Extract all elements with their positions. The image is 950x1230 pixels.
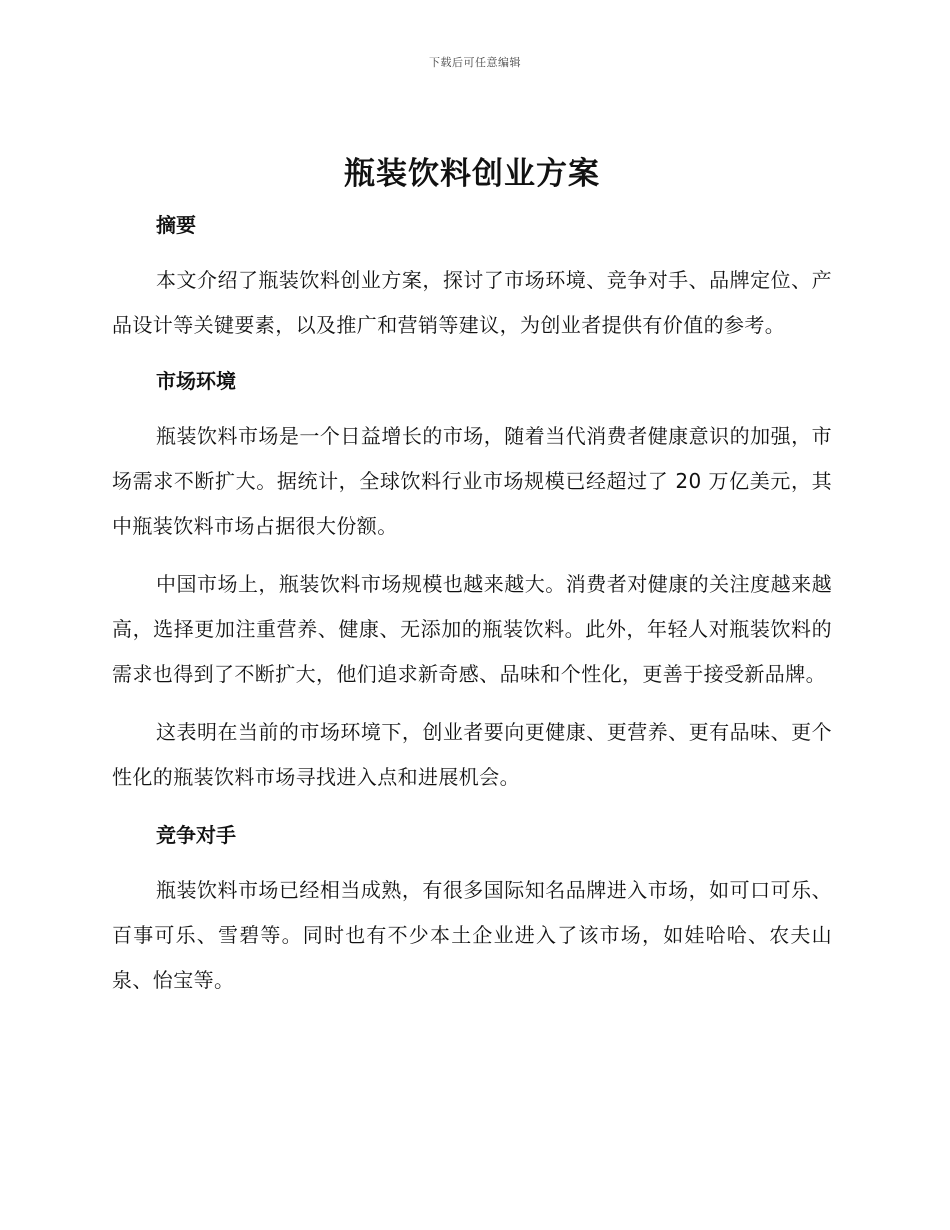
section-heading-abstract: 摘要	[156, 213, 196, 237]
document-body	[112, 146, 832, 1003]
paragraph-market-environment-3: 这表明在当前的市场环境下，创业者要向更健康、更营养、更有品味、更个性化的瓶装饮料市场寻找进入点和进展机会。	[112, 720, 832, 789]
paragraph-market-environment-2: 中国市场上，瓶装饮料市场规模也越来越大。消费者对健康的关注度越来越高，选择更加注重营养、健康、无添加的瓶装饮料。此外，年轻人对瓶装饮料的需求也得到了不断扩大，他们追求新奇感、品味和个性化，更善于接受新品牌。	[112, 572, 832, 686]
section-heading-competitors: 竞争对手	[156, 823, 236, 847]
section-heading-market-environment: 市场环境	[156, 369, 236, 393]
page-header-note: 下载后可任意编辑	[429, 56, 521, 69]
paragraph-competitors-1: 瓶装饮料市场已经相当成熟，有很多国际知名品牌进入市场，如可口可乐、百事可乐、雪碧等。同时也有不少本土企业进入了该市场，如娃哈哈、农夫山泉、怡宝等。	[112, 878, 832, 992]
document-title: 瓶装饮料创业方案	[344, 156, 600, 192]
paragraph-abstract: 本文介绍了瓶装饮料创业方案，探讨了市场环境、竞争对手、品牌定位、产品设计等关键要素，以及推广和营销等建议，为创业者提供有价值的参考。	[112, 268, 832, 337]
paragraph-market-environment-1: 瓶装饮料市场是一个日益增长的市场，随着当代消费者健康意识的加强，市场需求不断扩大。据统计，全球饮料行业市场规模已经超过了 20 万亿美元，其中瓶装饮料市场占据很大份额。	[112, 424, 832, 538]
